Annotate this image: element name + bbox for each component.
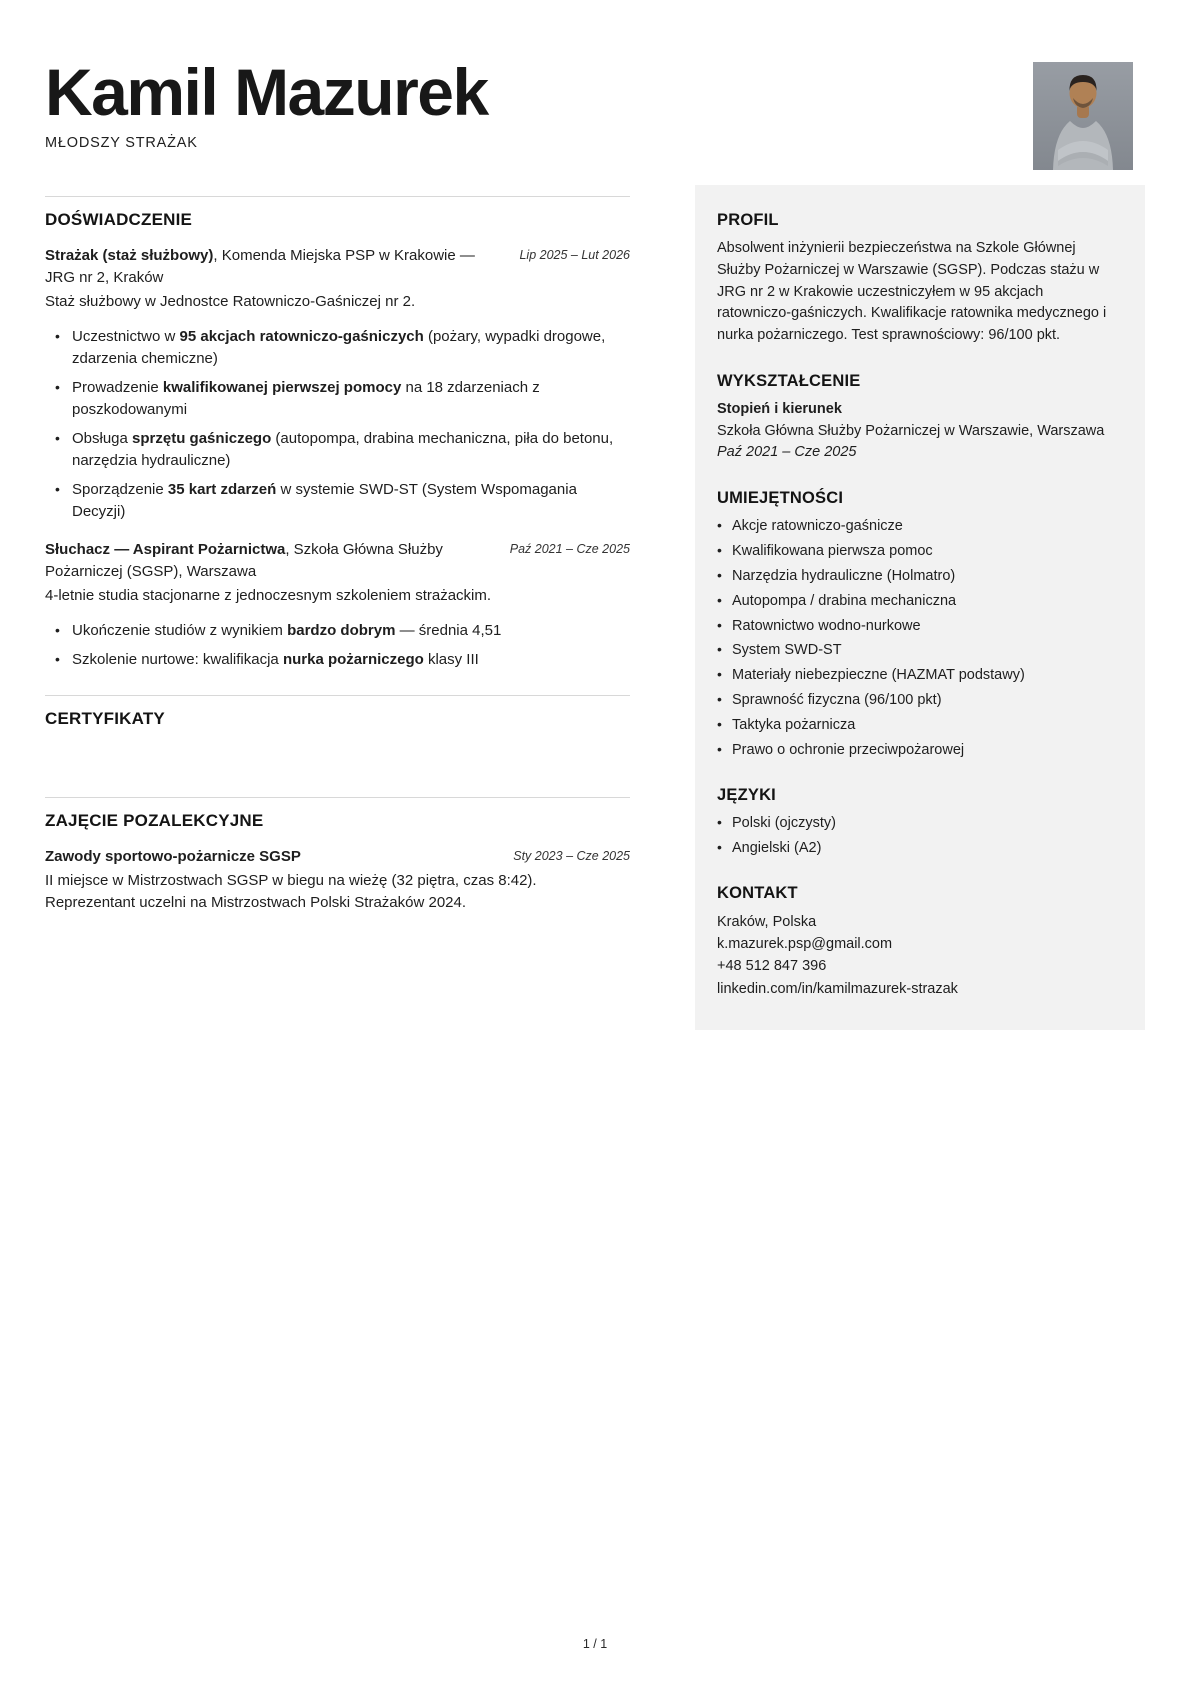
sidebar-heading-languages: JĘZYKI (717, 785, 776, 804)
entry-summary: II miejsce w Mistrzostwach SGSP w biegu na wieżę (32 piętra, czas 8:42). Reprezentant uczelni na Mistrzostwach Polski Strażaków 2024. (45, 871, 537, 911)
bullet-item: • Obsługa sprzętu gaśniczego (autopompa, drabina mechaniczna, piła do betonu, narzędzia hydrauliczne) (55, 428, 630, 472)
bullet-item: • Uczestnictwo w 95 akcjach ratowniczo-gaśniczych (pożary, wypadki drogowe, zdarzenia chemiczne) (55, 326, 630, 370)
entry-summary: Staż służbowy w Jednostce Ratowniczo-Gaśniczej nr 2. (45, 293, 416, 311)
entry-bullet-list (55, 620, 630, 671)
section-certificates (45, 695, 630, 773)
entry-title: Zawody sportowo-pożarnicze SGSP (45, 847, 301, 865)
entry-date: Sty 2023 – Cze 2025 (513, 848, 630, 863)
entry-title: Strażak (staż służbowy), Komenda Miejska PSP w Krakowie — JRG nr 2, Kraków (45, 247, 475, 287)
experience-entry-1 (45, 245, 630, 524)
header (45, 55, 945, 152)
extracurricular-entry-1 (45, 846, 630, 914)
section-experience (45, 196, 630, 671)
profile-photo (1033, 62, 1133, 170)
entry-bullet-list (55, 326, 630, 523)
skill-item: • Materiały niebezpieczne (HAZMAT podstawy) (717, 665, 1121, 686)
skill-item: • Sprawność fizyczna (96/100 pkt) (717, 690, 1121, 711)
contact-linkedin: linkedin.com/in/kamilmazurek-strazak (717, 980, 958, 997)
skill-item: • Ratownictwo wodno-nurkowe (717, 616, 1121, 637)
bullet-item: • Ukończenie studiów z wynikiem bardzo dobrym — średnia 4,51 (55, 620, 630, 642)
sidebar-section-education (717, 372, 1121, 464)
entry-summary: 4-letnie studia stacjonarne z jednoczesnym szkoleniem strażackim. (45, 586, 492, 604)
languages-list (717, 813, 1121, 859)
language-item: • Polski (ojczysty) (717, 813, 1121, 834)
entry-head (45, 539, 630, 583)
bullet-item: • Sporządzenie 35 kart zdarzeń w systemie SWD-ST (System Wspomagania Decyzji) (55, 479, 630, 523)
sidebar-section-languages (717, 786, 1121, 859)
page-number: 1 / 1 (582, 1637, 608, 1651)
person-job-title: MŁODSZY STRAŻAK (45, 135, 198, 152)
empty-section-space (45, 729, 630, 773)
skills-list (717, 516, 1121, 761)
skill-item: • System SWD-ST (717, 640, 1121, 661)
sidebar-heading-contact: KONTAKT (717, 883, 798, 902)
person-name: Kamil Mazurek (45, 55, 488, 129)
entry-date: Paź 2021 – Cze 2025 (509, 541, 630, 556)
entry-head (45, 846, 630, 868)
sidebar-section-skills (717, 489, 1121, 761)
skill-item: • Taktyka pożarnicza (717, 715, 1121, 736)
contact-email: k.mazurek.psp@gmail.com (717, 935, 893, 952)
entry-date: Lip 2025 – Lut 2026 (519, 248, 630, 262)
entry-title: Słuchacz — Aspirant Pożarnictwa, Szkoła Główna Służby Pożarniczej (SGSP), Warszawa (45, 540, 443, 580)
entry-head (45, 245, 630, 289)
section-heading-certificates: CERTYFIKATY (45, 708, 165, 728)
bullet-item: • Szkolenie nurtowe: kwalifikacja nurka pożarniczego klasy III (55, 649, 630, 671)
language-item: • Angielski (A2) (717, 838, 1121, 859)
main-column (45, 196, 630, 938)
skill-item: • Narzędzia hydrauliczne (Holmatro) (717, 566, 1121, 587)
bullet-item: • Prowadzenie kwalifikowanej pierwszej pomocy na 18 zdarzeniach z poszkodowanymi (55, 377, 630, 421)
section-heading-experience: DOŚWIADCZENIE (45, 210, 193, 229)
sidebar-heading-profile: PROFIL (717, 211, 779, 229)
sidebar (695, 185, 1145, 1030)
education-school: Szkoła Główna Służby Pożarniczej w Warszawie, Warszawa (717, 422, 1105, 439)
skill-item: • Kwalifikowana pierwsza pomoc (717, 541, 1121, 562)
education-date: Paź 2021 – Cze 2025 (717, 444, 857, 461)
contact-location: Kraków, Polska (717, 913, 817, 930)
sidebar-section-contact (717, 884, 1121, 1001)
profile-text: Absolwent inżynierii bezpieczeństwa na Szkole Głównej Służby Pożarniczej w Warszawie (SGSP). Podczas stażu w JRG nr 2 w Krakowie uczestniczyłem w 95 akcjach ratowniczo-gaśniczych. Kwalifikacje ratownika medycznego i nurka pożarniczego. Test sprawnościowy: 96/100 pkt. (717, 240, 1107, 343)
profile-photo-image (1033, 62, 1133, 170)
sidebar-heading-skills: UMIEJĘTNOŚCI (717, 489, 844, 507)
skill-item: • Prawo o ochronie przeciwpożarowej (717, 740, 1121, 761)
skill-item: • Autopompa / drabina mechaniczna (717, 591, 1121, 612)
sidebar-section-profile (717, 211, 1121, 347)
sidebar-heading-education: WYKSZTAŁCENIE (717, 371, 861, 390)
contact-phone: +48 512 847 396 (717, 958, 827, 975)
experience-entry-2 (45, 539, 630, 671)
education-degree: Stopień i kierunek (717, 400, 842, 417)
section-heading-extracurricular: ZAJĘCIE POZALEKCYJNE (45, 810, 264, 830)
skill-item: • Akcje ratowniczo-gaśnicze (717, 516, 1121, 537)
section-extracurricular (45, 797, 630, 914)
